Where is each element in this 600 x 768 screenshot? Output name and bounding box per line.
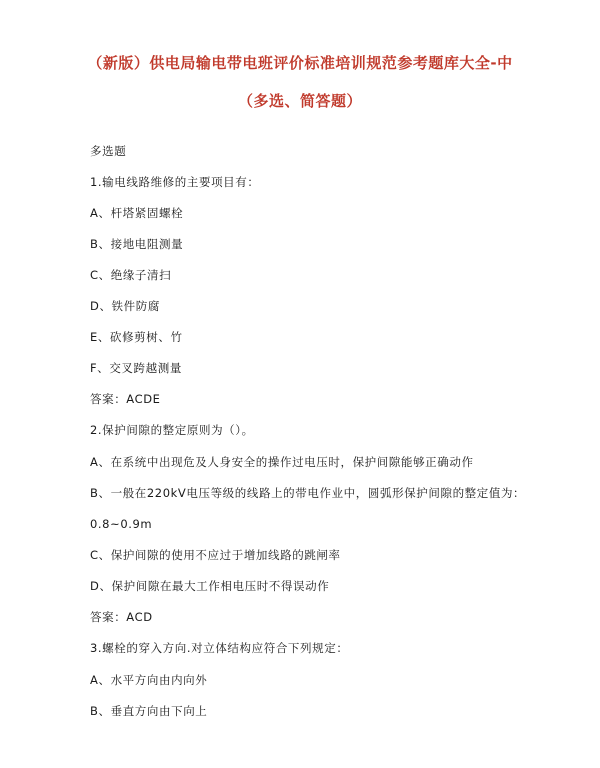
question-1-option-e: E、砍修剪树、竹	[90, 330, 183, 344]
document-title-line2: （多选、简答题）	[237, 92, 362, 110]
question-2-option-a: A、在系统中出现危及人身安全的操作过电压时，保护间隙能够正确动作	[90, 455, 474, 469]
question-1-option-f: F、交叉跨越测量	[90, 361, 182, 375]
question-3-option-b: B、垂直方向由下向上	[90, 704, 208, 718]
question-1-option-d: D、铁件防腐	[90, 299, 160, 313]
question-3-text: 3.螺栓的穿入方向.对立体结构应符合下列规定：	[90, 641, 349, 655]
section-heading: 多选题	[90, 144, 127, 158]
question-2-text: 2.保护间隙的整定原则为（）。	[90, 423, 254, 437]
question-2-option-b: B、一般在220kV电压等级的线路上的带电作业中，圆弧形保护间隙的整定值为：	[90, 486, 526, 500]
question-1-option-c: C、绝缘子清扫	[90, 268, 172, 282]
question-2-answer: 答案：ACD	[90, 610, 153, 624]
question-1-text: 1.输电线路维修的主要项目有：	[90, 175, 260, 189]
question-1-option-a: A、杆塔紧固螺栓	[90, 206, 184, 220]
document-title-line1: （新版）供电局输电带电班评价标准培训规范参考题库大全-中	[87, 54, 513, 72]
question-1-answer: 答案：ACDE	[90, 392, 161, 406]
question-3-option-a: A、水平方向由内向外	[90, 673, 208, 687]
question-1-option-b: B、接地电阻测量	[90, 237, 184, 251]
question-2-option-d: D、保护间隙在最大工作相电压时不得误动作	[90, 579, 330, 593]
question-2-option-c: C、保护间隙的使用不应过于增加线路的跳闸率	[90, 548, 341, 562]
question-2-option-b-continued: 0.8~0.9m	[90, 517, 153, 531]
